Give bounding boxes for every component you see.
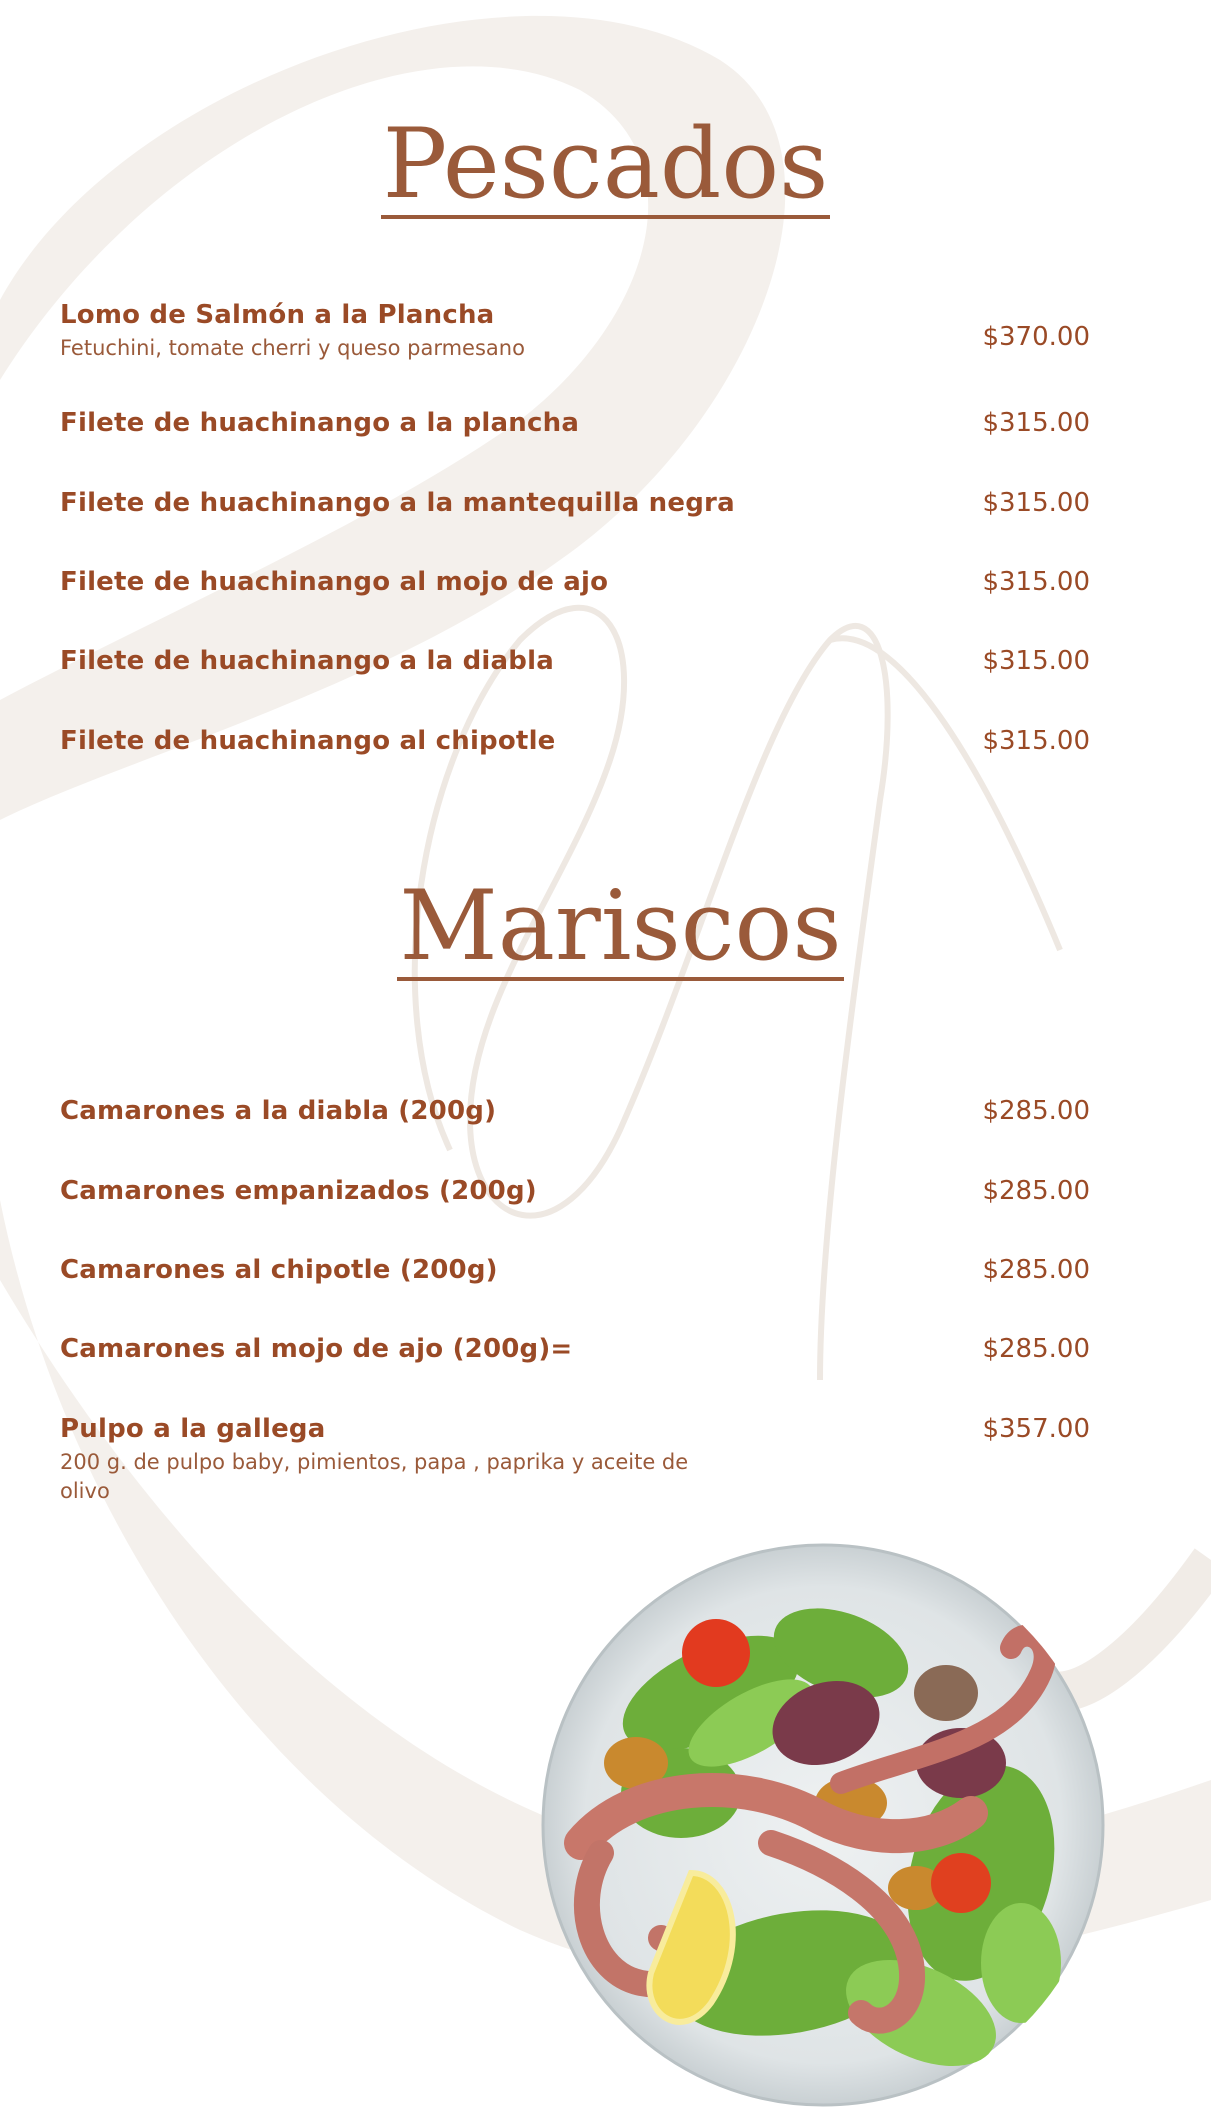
- section-title-pescados: Pescados: [382, 108, 829, 220]
- menu-item-price: $315.00: [982, 646, 1090, 676]
- menu-item: [60, 1255, 1090, 1285]
- menu-item-price: $285.00: [982, 1334, 1090, 1364]
- menu-item-description: 200 g. de pulpo baby, pimientos, papa , paprika y aceite de olivo: [60, 1450, 689, 1504]
- menu-item: [60, 300, 1090, 363]
- menu-item: [60, 488, 1090, 518]
- menu-item-price: $285.00: [982, 1176, 1090, 1206]
- menu-item-price: $315.00: [982, 567, 1090, 597]
- menu-item-price: $285.00: [982, 1255, 1090, 1285]
- menu-item: [60, 567, 1090, 597]
- menu-item-name: Pulpo a la gallega: [60, 1414, 326, 1444]
- menu-item-name: Filete de huachinango a la diabla: [60, 646, 554, 676]
- section-title-mariscos: Mariscos: [399, 870, 842, 982]
- menu-item-description: Fetuchini, tomate cherri y queso parmesano: [60, 336, 525, 360]
- menu-item: [60, 1334, 1090, 1364]
- menu-item-name: Camarones empanizados (200g): [60, 1176, 537, 1206]
- menu-item-name: Filete de huachinango a la mantequilla negra: [60, 488, 735, 518]
- menu-item-name: Lomo de Salmón a la Plancha: [60, 300, 495, 330]
- menu-item-name: Camarones al chipotle (200g): [60, 1255, 498, 1285]
- menu-item: [60, 408, 1090, 438]
- dish-photo: [541, 1543, 1106, 2108]
- menu-item-price: $315.00: [982, 408, 1090, 438]
- menu-item-price: $285.00: [982, 1096, 1090, 1126]
- menu-item-price: $315.00: [982, 488, 1090, 518]
- menu-item-price: $357.00: [982, 1414, 1090, 1444]
- menu-item-name: Filete de huachinango al mojo de ajo: [60, 567, 609, 597]
- menu-item: [60, 646, 1090, 676]
- menu-item: [60, 1096, 1090, 1126]
- menu-item-price: $315.00: [982, 726, 1090, 756]
- menu-item: [60, 1414, 1090, 1507]
- menu-item-name: Camarones al mojo de ajo (200g)=: [60, 1334, 573, 1364]
- menu-item-name: Camarones a la diabla (200g): [60, 1096, 497, 1126]
- menu-item: [60, 726, 1090, 756]
- menu-item-name: Filete de huachinango al chipotle: [60, 726, 556, 756]
- menu-item-price: $370.00: [982, 322, 1090, 352]
- menu-item-name: Filete de huachinango a la plancha: [60, 408, 580, 438]
- menu-item: [60, 1176, 1090, 1206]
